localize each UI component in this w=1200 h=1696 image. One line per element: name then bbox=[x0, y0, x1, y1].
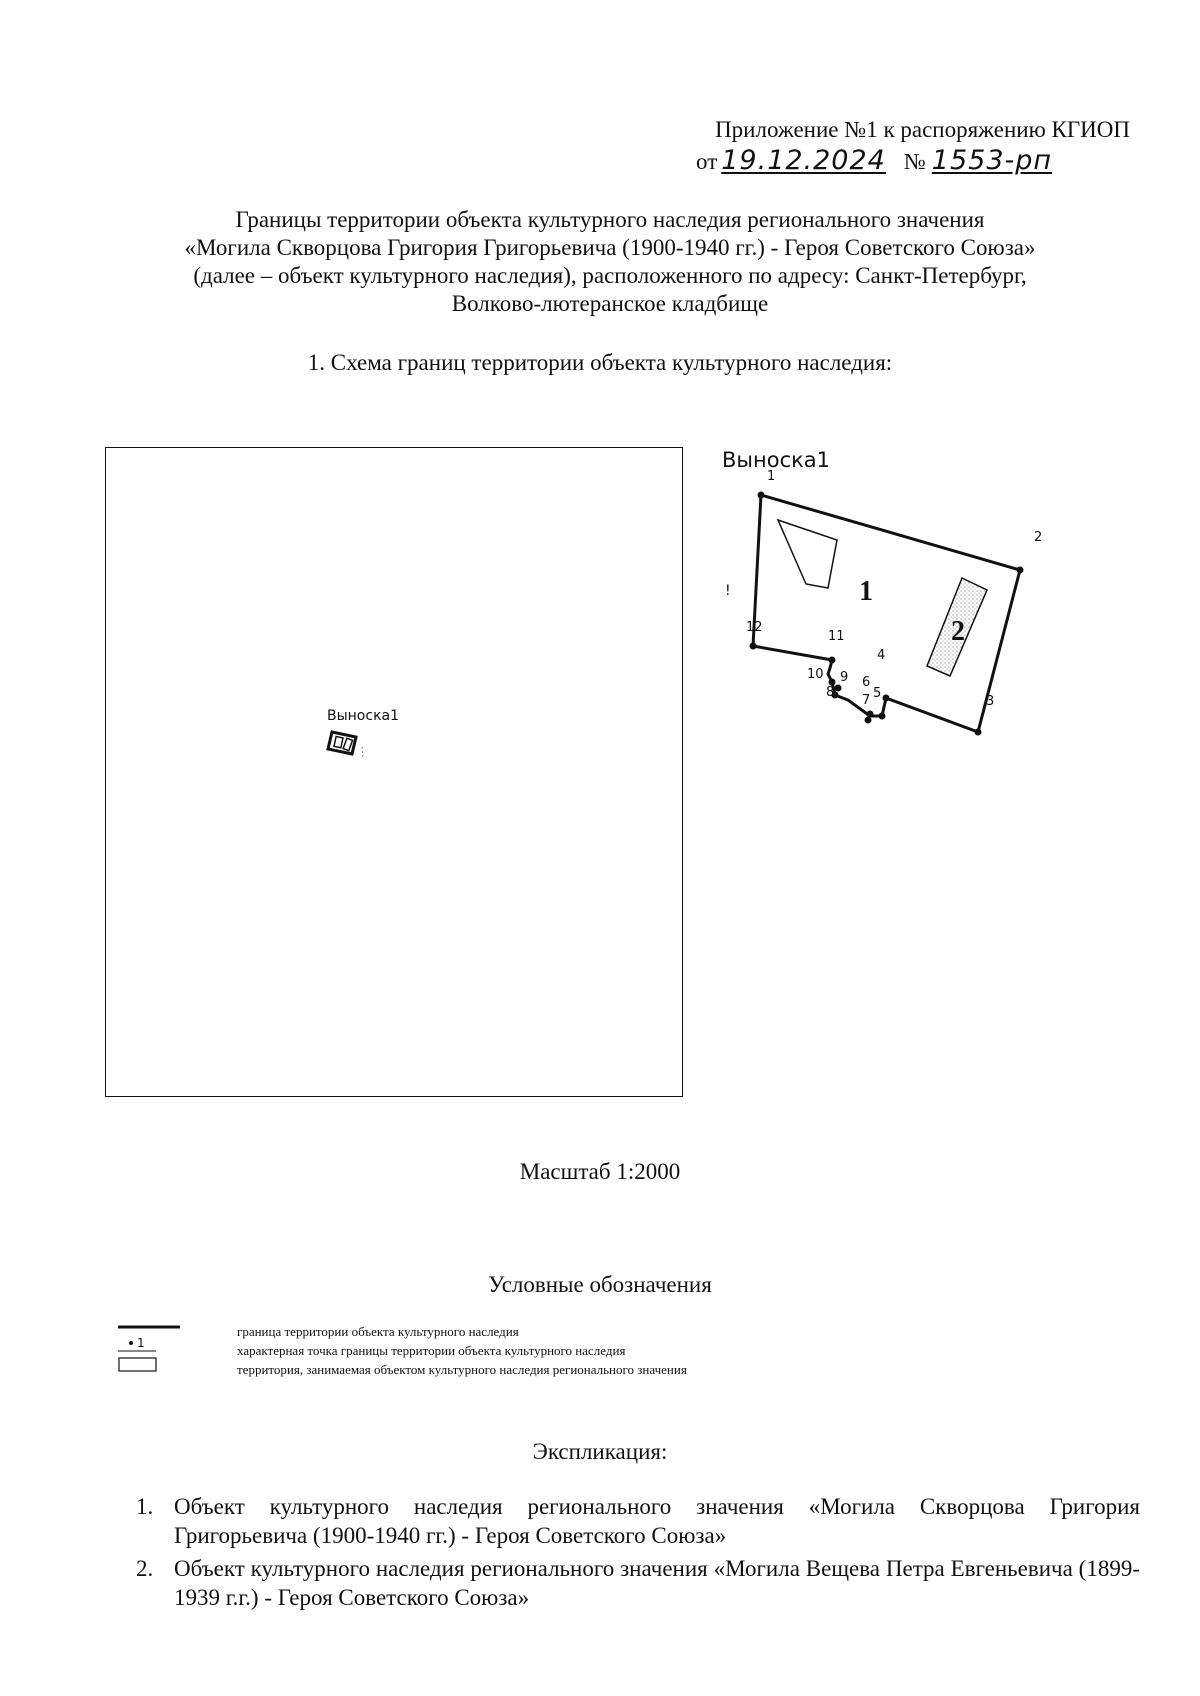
legend-item-territory: территория, занимаемая объектом культурного наследия регионального значения bbox=[237, 1362, 687, 1377]
mini-object-2 bbox=[343, 738, 352, 750]
number-label: № bbox=[903, 149, 926, 174]
explication-item-number: 1. bbox=[136, 1494, 154, 1519]
boundary-point-4 bbox=[883, 695, 890, 702]
boundary-point-3 bbox=[975, 729, 982, 736]
legend-title: Условные обозначения bbox=[488, 1272, 712, 1297]
boundary-point-6 bbox=[867, 711, 874, 718]
legend-point-label: 1 bbox=[137, 1336, 145, 1350]
boundary-point-labels bbox=[746, 470, 1042, 709]
callout-title: Выноска1 bbox=[722, 448, 831, 472]
boundary-point-label-9: 9 bbox=[840, 670, 849, 685]
document-header bbox=[0, 0, 1200, 190]
appendix-title: Приложение №1 к распоряжению КГИОП bbox=[715, 117, 1130, 142]
mini-dashes bbox=[362, 747, 363, 757]
boundary-points bbox=[750, 492, 1024, 736]
map-scale: Масштаб 1:2000 bbox=[519, 1159, 681, 1184]
explication-list bbox=[130, 1492, 1140, 1616]
map-tick-mark: ! bbox=[725, 583, 731, 599]
boundary-point-11 bbox=[829, 657, 836, 664]
explication-item-text: Объект культурного наследия регионального значения «Могила Скворцова Григория Григорьевича (1900-1940 гг.) - Героя Советского Союза» bbox=[174, 1494, 1140, 1548]
boundary-point-label-12: 12 bbox=[746, 620, 763, 635]
legend-point-symbol bbox=[129, 1341, 133, 1345]
boundary-point-2 bbox=[1017, 567, 1024, 574]
explication-item bbox=[130, 1554, 1140, 1612]
legend-territory-symbol bbox=[119, 1358, 156, 1371]
boundary-point-label-1: 1 bbox=[767, 470, 776, 484]
object-1-outline bbox=[778, 520, 837, 588]
boundary-point-label-5: 5 bbox=[873, 686, 882, 701]
boundary-point-label-7: 7 bbox=[862, 693, 871, 708]
main-map-callout-label: Выноска1 bbox=[327, 708, 400, 724]
explication-item-number: 2. bbox=[136, 1556, 154, 1581]
boundary-point-label-11: 11 bbox=[828, 629, 845, 644]
main-map-frame bbox=[105, 447, 683, 1097]
title-line-2: «Могила Скворцова Григория Григорьевича (1900-1940 гг.) - Героя Советского Союза» bbox=[184, 235, 1036, 260]
boundary-point-label-6: 6 bbox=[862, 675, 871, 690]
boundary-point-7 bbox=[865, 717, 872, 724]
from-label: от bbox=[696, 149, 718, 174]
object-1-label: 1 bbox=[859, 576, 873, 607]
boundary-point-5 bbox=[879, 713, 886, 720]
explication-item-text: Объект культурного наследия регионального значения «Могила Вещева Петра Евгеньевича (1899-1939 г.г.) - Героя Советского Союза» bbox=[174, 1556, 1140, 1610]
object-2-label: 2 bbox=[951, 616, 965, 647]
scheme-heading: 1. Схема границ территории объекта культурного наследия: bbox=[307, 350, 893, 375]
title-line-1: Границы территории объекта культурного наследия регионального значения bbox=[235, 207, 985, 232]
legend-item-boundary: граница территории объекта культурного наследия bbox=[237, 1324, 519, 1339]
boundary-point-label-10: 10 bbox=[807, 667, 824, 682]
handwritten-date: 19.12.2024 bbox=[721, 145, 886, 176]
boundary-point-12 bbox=[750, 643, 757, 650]
main-map-mini-site bbox=[325, 728, 371, 758]
order-reference bbox=[696, 145, 1052, 176]
boundary-point-1 bbox=[758, 492, 765, 499]
boundary-point-9 bbox=[835, 685, 842, 692]
title-line-4: Волково-лютеранское кладбище bbox=[451, 291, 769, 316]
legend-symbols bbox=[118, 1322, 188, 1386]
mini-object-1 bbox=[334, 736, 343, 747]
legend-descriptions bbox=[237, 1322, 687, 1379]
callout-site-plan bbox=[730, 470, 1090, 760]
boundary-point-label-3: 3 bbox=[986, 694, 995, 709]
boundary-point-label-4: 4 bbox=[877, 648, 886, 663]
title-line-3: (далее – объект культурного наследия), расположенного по адресу: Санкт-Петербург, bbox=[193, 263, 1027, 288]
legend-item-point: характерная точка границы территории объекта культурного наследия bbox=[237, 1343, 626, 1358]
boundary-point-label-8: 8 bbox=[826, 685, 835, 700]
explication-title: Экспликация: bbox=[532, 1439, 668, 1464]
explication-item bbox=[130, 1492, 1140, 1550]
document-title bbox=[110, 206, 1110, 318]
boundary-point-label-2: 2 bbox=[1034, 530, 1043, 545]
handwritten-number: 1553-рп bbox=[931, 145, 1053, 176]
